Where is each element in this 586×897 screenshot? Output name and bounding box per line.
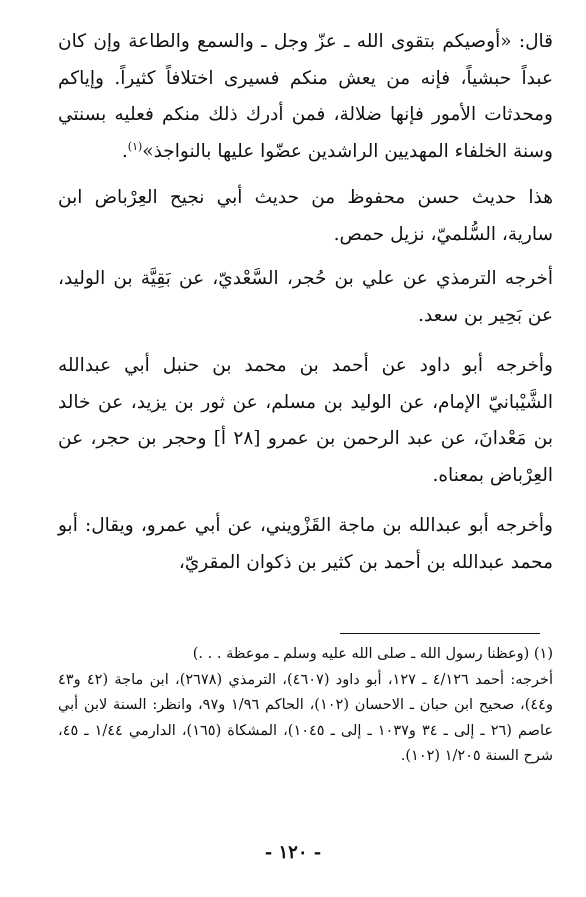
- paragraph-hadith-quote: [58, 24, 553, 170]
- hadith-quote-text: قال: «أوصيكم بتقوى الله ـ عزّ وجل ـ والسمع والطاعة وإن كان عبداً حبشياً، فإنه من يعش منكم فسيرى اختلافاً كثيراً. وإياكم ومحدثات الأمور فإنها ضلالة، فمن أدرك ذلك منكم فعليه بسنتي وسنة الخلفاء المهديين الراشدين عضّوا عليها بالنواجذ»: [58, 31, 553, 162]
- footnote-marker[interactable]: (١): [127, 139, 143, 153]
- paragraph-grading: هذا حديث حسن محفوظ من حديث أبي نجيح العِرْباض ابن سارية، السُّلميّ، نزيل حمص.: [58, 187, 553, 245]
- main-text: [58, 24, 553, 581]
- footnote-1-title: (١) (وعظنا رسول الله ـ صلى الله عليه وسلم ـ موعظة . . .): [192, 646, 553, 662]
- paragraph-tirmidhi: أخرجه الترمذي عن علي بن حُجر، السَّعْديّ، عن بَقِيَّة بن الوليد، عن بَحِير بن سعد.: [58, 268, 553, 326]
- page-number: - ١٢٠ -: [264, 842, 322, 863]
- footnote-1-references: أخرجه: أحمد ٤/١٢٦ ـ ١٢٧، أبو داود (٤٦٠٧)، الترمذي (٢٦٧٨)، ابن ماجة (٤٢ و٤٣ و٤٤)، صحيح ابن حبان ـ الاحسان (١٠٢)، الحاكم ١/٩٦ و٩٧، وانظر: السنة لابن أبي عاصم (٢٦ ـ إلى ـ ٣٤ و١٠٣٧ ـ إلى ـ ١٠٤٥)، المشكاة (١٦٥)، الدارمي ١/٤٤ ـ ٤٥، شرح السنة ١/٢٠٥ (١٠٢).: [58, 671, 554, 764]
- paragraph-abu-dawud: وأخرجه أبو داود عن أحمد بن محمد بن حنبل أبي عبدالله الشَّيْبانيّ الإمام، عن الوليد بن مسلم، عن ثور بن يزيد، عن خالد بن مَعْدانَ، عن عبد الرحمن بن عمرو [٢٨ أ] وحجر بن حجر، عن العِرْباض بمعناه.: [58, 355, 553, 486]
- paragraph-ibn-majah: وأخرجه أبو عبدالله بن ماجة القَزْويني، عن أبي عمرو، ويقال: أبو محمد عبدالله بن أحمد بن كثير بن ذكوان المقريّ،: [58, 515, 553, 573]
- footnotes: [58, 642, 553, 770]
- hadith-quote-end: .: [121, 140, 128, 162]
- footnote-divider: [340, 633, 540, 634]
